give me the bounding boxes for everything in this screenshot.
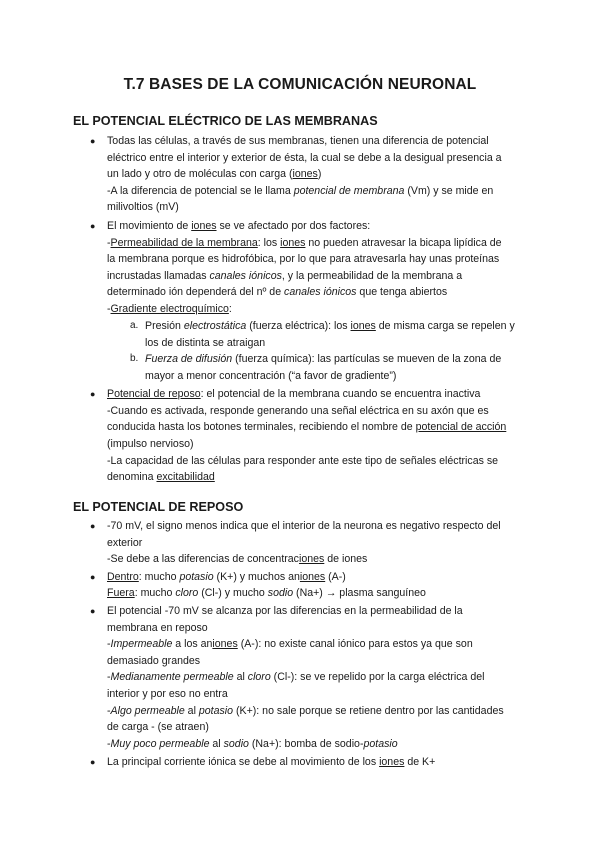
text-line: denomina excitabilidad bbox=[107, 471, 215, 483]
section-heading-membrane-potential: EL POTENCIAL ELÉCTRICO DE LAS MEMBRANAS bbox=[73, 114, 378, 128]
text-line: Dentro: mucho potasio (K+) y muchos aniones (A-) bbox=[107, 571, 346, 583]
text-line: membrana en reposo bbox=[107, 622, 208, 634]
text-line: La principal corriente iónica se debe al movimiento de los iones de K+ bbox=[107, 756, 436, 768]
text-line: un lado y otro de moléculas con carga (iones) bbox=[107, 168, 322, 180]
text-line: -Muy poco permeable al sodio (Na+): bomba de sodio-potasio bbox=[107, 738, 398, 750]
text-line: exterior bbox=[107, 537, 143, 549]
text-line: -Gradiente electroquímico: bbox=[107, 303, 232, 315]
list-marker: a. bbox=[130, 320, 139, 331]
bullet-icon: ● bbox=[90, 389, 96, 399]
text-line: El potencial -70 mV se alcanza por las diferencias en la permeabilidad de la bbox=[107, 605, 463, 617]
text-line: -La capacidad de las células para responder ante este tipo de señales eléctricas se bbox=[107, 455, 499, 467]
bullet-icon: ● bbox=[90, 221, 96, 231]
text-line: eléctrico entre el interior y exterior de ésta, la cual se debe a la desigual presencia a bbox=[107, 152, 502, 164]
text-line: -Impermeable a los aniones (A-): no existe canal iónico para estos ya que son bbox=[107, 638, 473, 650]
text-line: incrustadas llamadas canales iónicos, y la permeabilidad de la membrana a bbox=[107, 270, 463, 282]
text-line: milivoltios (mV) bbox=[107, 201, 179, 213]
bullet-icon: ● bbox=[90, 606, 96, 616]
text-line: la membrana porque es hidrofóbica, por lo que para atravesarla hay unas proteínas bbox=[107, 253, 500, 265]
bullet-icon: ● bbox=[90, 757, 96, 767]
text-line: -Permeabilidad de la membrana: los iones no pueden atravesar la bicapa lipídica de bbox=[107, 237, 502, 249]
text-line: Fuerza de difusión (fuerza química): las partículas se mueven de la zona de bbox=[145, 353, 502, 365]
bullet-icon: ● bbox=[90, 136, 96, 146]
text-line: Presión electrostática (fuerza eléctrica): los iones de misma carga se repelen y bbox=[145, 320, 515, 332]
text-line: (impulso nervioso) bbox=[107, 438, 194, 450]
text-line: -Medianamente permeable al cloro (Cl-): se ve repelido por la carga eléctrica del bbox=[107, 671, 485, 683]
list-marker: b. bbox=[130, 353, 139, 364]
text-line: El movimiento de iones se ve afectado por dos factores: bbox=[107, 220, 371, 232]
text-line: determinado ión dependerá del nº de canales iónicos que tenga abiertos bbox=[107, 286, 448, 298]
text-line: Todas las células, a través de sus membranas, tienen una diferencia de potencial bbox=[107, 135, 489, 147]
text-line: los de distinta se atraigan bbox=[145, 337, 266, 349]
text-line: conducida hasta los botones terminales, recibiendo el nombre de potencial de acción bbox=[107, 421, 507, 433]
text-line: -Algo permeable al potasio (K+): no sale porque se retiene dentro por las cantidades bbox=[107, 705, 504, 717]
text-line: Potencial de reposo: el potencial de la membrana cuando se encuentra inactiva bbox=[107, 388, 481, 400]
bullet-icon: ● bbox=[90, 521, 96, 531]
text-line: mayor a menor concentración (“a favor de gradiente”) bbox=[145, 370, 397, 382]
page-title: T.7 BASES DE LA COMUNICACIÓN NEURONAL bbox=[123, 76, 477, 93]
text-line: Fuera: mucho cloro (Cl-) y mucho sodio (Na+) → plasma sanguíneo bbox=[107, 587, 426, 599]
text-line: de carga - (se atraen) bbox=[107, 721, 209, 733]
text-line: -Cuando es activada, responde generando una señal eléctrica en su axón que es bbox=[107, 405, 489, 417]
section-heading-resting-potential: EL POTENCIAL DE REPOSO bbox=[73, 500, 244, 514]
text-line: -Se debe a las diferencias de concentraciones de iones bbox=[107, 553, 368, 565]
text-line: demasiado grandes bbox=[107, 655, 201, 667]
bullet-icon: ● bbox=[90, 572, 96, 582]
text-line: -A la diferencia de potencial se le llama potencial de membrana (Vm) y se mide en bbox=[107, 185, 494, 197]
text-line: interior y por eso no entra bbox=[107, 688, 228, 700]
text-line: -70 mV, el signo menos indica que el interior de la neurona es negativo respecto del bbox=[107, 520, 501, 532]
